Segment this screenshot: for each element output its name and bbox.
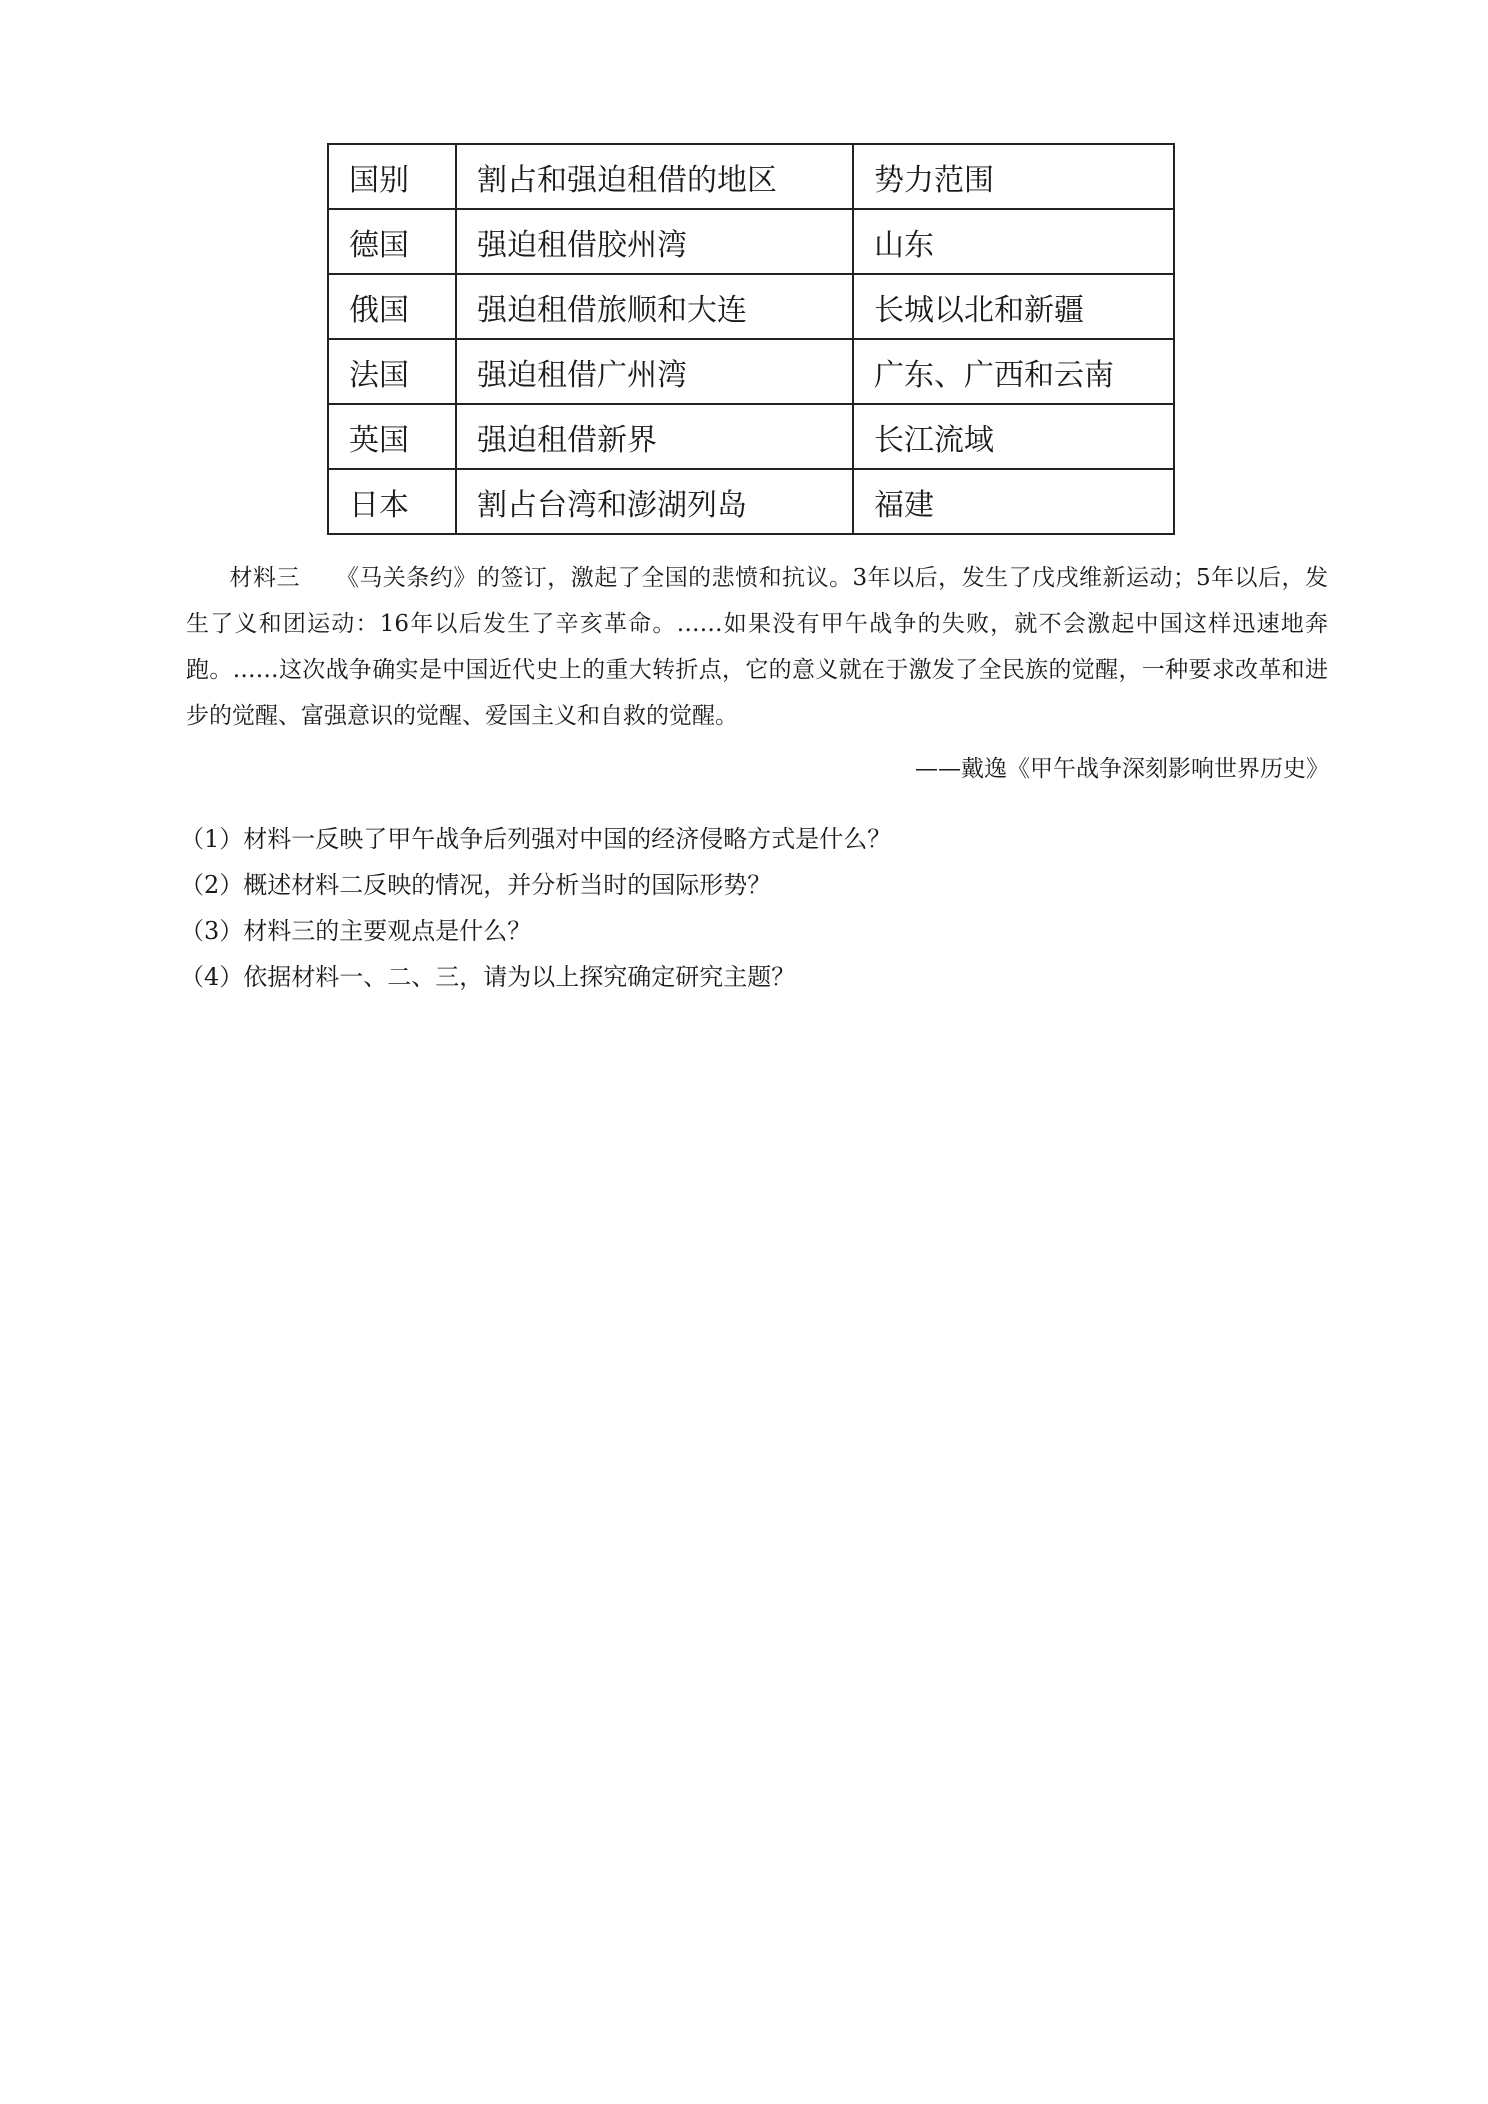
table-cell-territory: 强迫租借胶州湾: [456, 209, 853, 274]
question-list: [180, 816, 1330, 1000]
table-row: [328, 469, 1174, 534]
material-source-citation: ——戴逸《甲午战争深刻影响世界历史》: [915, 756, 1329, 782]
table-cell-territory: 割占台湾和澎湖列岛: [456, 469, 853, 534]
table-cell-country: 英国: [328, 404, 456, 469]
question-item: （1）材料一反映了甲午战争后列强对中国的经济侵略方式是什么？: [180, 825, 892, 853]
question-item: （3）材料三的主要观点是什么？: [180, 917, 532, 945]
table-row: [328, 339, 1174, 404]
table-row: [328, 209, 1174, 274]
question-item: （4）依据材料一、二、三，请为以上探究确定研究主题？: [180, 963, 796, 991]
table-cell-territory: 强迫租借旅顺和大连: [456, 274, 853, 339]
table-cell-country: 俄国: [328, 274, 456, 339]
table-cell-sphere: 长城以北和新疆: [853, 274, 1174, 339]
powers-table: [327, 143, 1175, 535]
material-label: 材料三: [229, 565, 300, 591]
table-header-cell: 国别: [328, 144, 456, 209]
material-text: 《马关条约》的签订，激起了全国的悲愤和抗议。3年以后，发生了戊戌维新运动；5年以后，发生了义和团运动：16年以后发生了辛亥革命。……如果没有甲午战争的失败，就不会激起中国这样迅速地奔跑。……这次战争确实是中国近代史上的重大转折点，它的意义就在于激发了全民族的觉醒，一种要求改革和进步的觉醒、富强意识的觉醒、爱国主义和自救的觉醒。: [186, 565, 1328, 729]
table-cell-sphere: 长江流域: [853, 404, 1174, 469]
question-item: （2）概述材料二反映的情况，并分析当时的国际形势？: [180, 871, 772, 899]
table-cell-territory: 强迫租借广州湾: [456, 339, 853, 404]
table-cell-sphere: 福建: [853, 469, 1174, 534]
material-three-paragraph: [186, 555, 1328, 739]
table-row: [328, 404, 1174, 469]
table-header-cell: 势力范围: [853, 144, 1174, 209]
table-cell-sphere: 广东、广西和云南: [853, 339, 1174, 404]
table-cell-sphere: 山东: [853, 209, 1174, 274]
table-cell-country: 法国: [328, 339, 456, 404]
table-header-row: [328, 144, 1174, 209]
table-header-cell: 割占和强迫租借的地区: [456, 144, 853, 209]
table-row: [328, 274, 1174, 339]
table-cell-country: 德国: [328, 209, 456, 274]
table-cell-territory: 强迫租借新界: [456, 404, 853, 469]
table-cell-country: 日本: [328, 469, 456, 534]
